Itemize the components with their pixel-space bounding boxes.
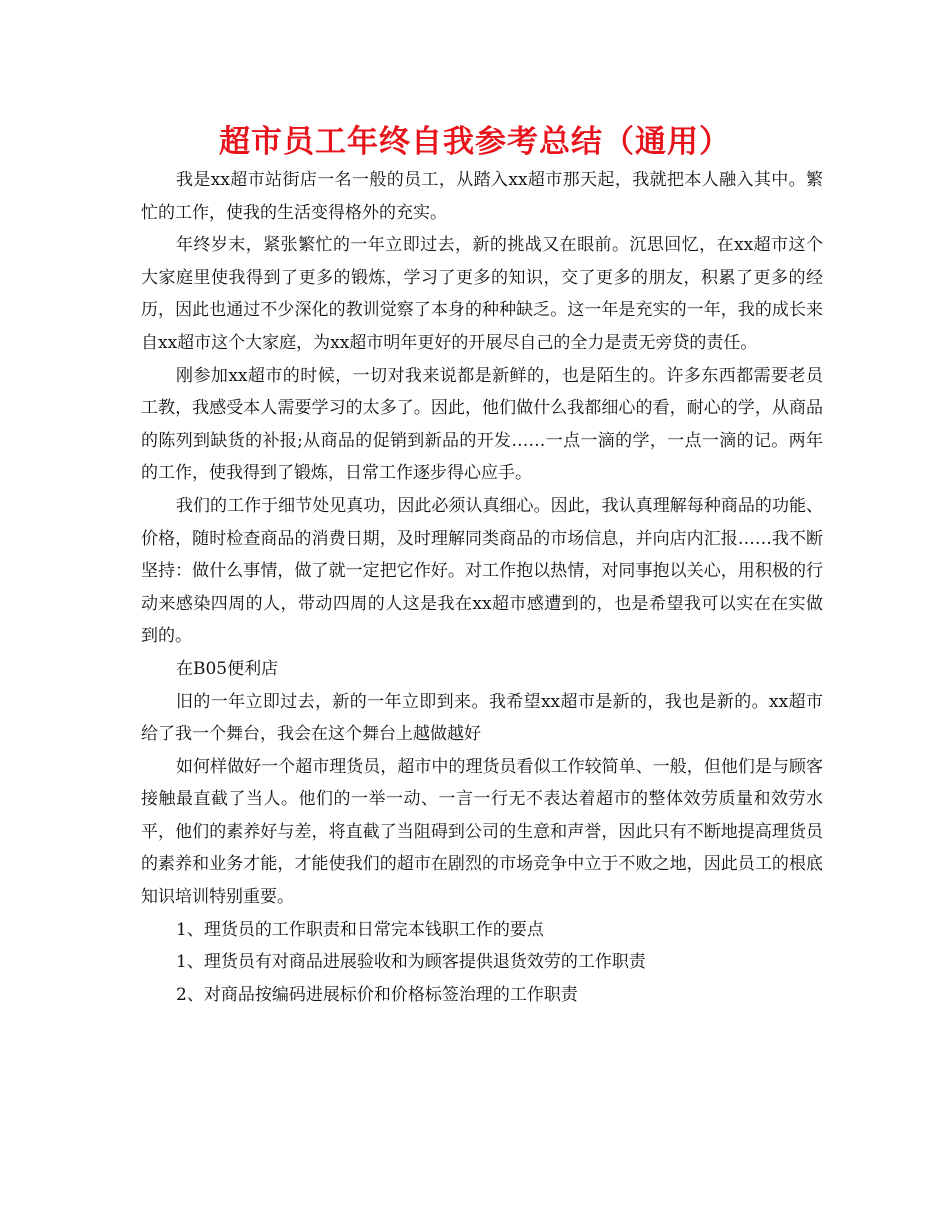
paragraph-heading-duties: 1、理货员的工作职责和日常完本钱职工作的要点 (176, 919, 544, 940)
paragraph-duty-2: 2、对商品按编码进展标价和价格标签治理的工作职责 (176, 984, 578, 1005)
paragraph-new-year: 旧的一年立即过去，新的一年立即到来。我希望xx超市是新的，我也是新的。xx超市给了我一个舞台，我会在这个舞台上越做越好 (141, 691, 823, 745)
document-body (141, 164, 823, 1011)
paragraph-store: 在B05便利店 (176, 658, 279, 679)
paragraph-details: 我们的工作于细节处见真功，因此必须认真细心。因此，我认真理解每种商品的功能、价格，随时检查商品的消费日期，及时理解同类商品的市场信息，并向店内汇报……我不断坚持：做什么事情，做了就一定把它作好。对工作抱以热情，对同事抱以关心，用积极的行动来感染四周的人，带动四周的人这是我在xx超市感遭到的，也是希望我可以实在在实做到的。 (141, 495, 823, 647)
paragraph-joining: 刚参加xx超市的时候，一切对我来说都是新鲜的，也是陌生的。许多东西都需要老员工教，我感受本人需要学习的太多了。因此，他们做什么我都细心的看，耐心的学，从商品的陈列到缺货的补报;从商品的促销到新品的开发……一点一滴的学，一点一滴的记。两年的工作，使我得到了锻炼，日常工作逐步得心应手。 (141, 365, 823, 484)
paragraph-year-end: 年终岁末，紧张繁忙的一年立即过去，新的挑战又在眼前。沉思回忆，在xx超市这个大家庭里使我得到了更多的锻炼，学习了更多的知识，交了更多的朋友，积累了更多的经历，因此也通过不少深化的教训觉察了本身的种种缺乏。这一年是充实的一年，我的成长来自xx超市这个大家庭，为xx超市明年更好的开展尽自己的全力是责无旁贷的责任。 (141, 235, 823, 353)
paragraph-duty-1: 1、理货员有对商品进展验收和为顾客提供退货效劳的工作职责 (176, 952, 646, 973)
document-title: 超市员工年终自我参考总结（通用） (219, 124, 731, 160)
paragraph-clerk: 如何样做好一个超市理货员，超市中的理货员看似工作较简单、一般，但他们是与顾客接触最直截了当人。他们的一举一动、一言一行无不表达着超市的整体效劳质量和效劳水平，他们的素养好与差，将直截了当阻碍到公司的生意和声誉，因此只有不断地提高理货员的素养和业务才能，才能使我们的超市在剧烈的市场竞争中立于不败之地，因此员工的根底知识培训特别重要。 (141, 756, 823, 908)
paragraph-intro: 我是xx超市站街店一名一般的员工，从踏入xx超市那天起，我就把本人融入其中。繁忙的工作，使我的生活变得格外的充实。 (141, 170, 823, 223)
